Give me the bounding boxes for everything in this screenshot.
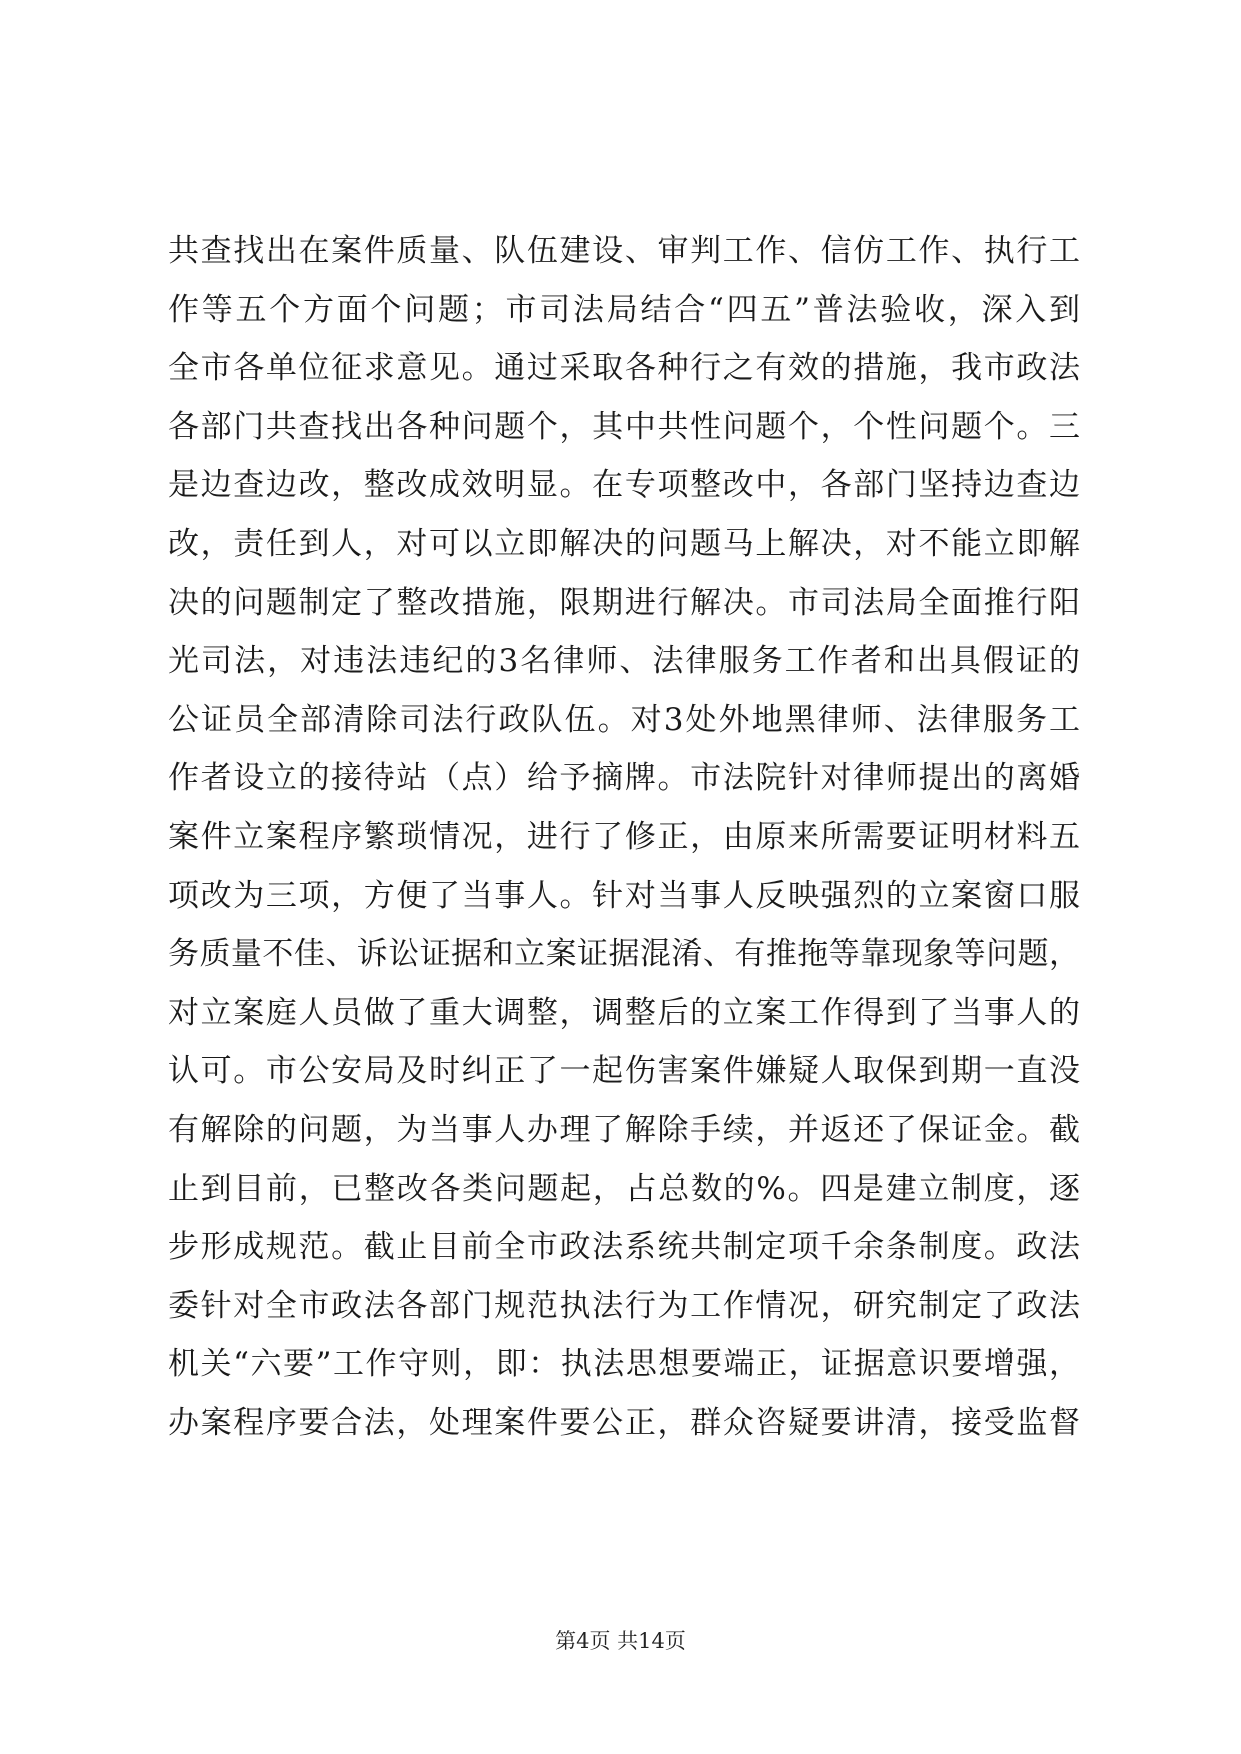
text-line: 公证员全部清除司法行政队伍。对3处外地黑律师、法律服务工 — [168, 701, 1080, 738]
text-line: 作等五个方面个问题；市司法局结合“四五”普法验收，深入到 — [168, 291, 1080, 328]
text-line: 光司法，对违法违纪的3名律师、法律服务工作者和出具假证的 — [168, 643, 1080, 680]
text-line: 务质量不佳、诉讼证据和立案证据混淆、有推拖等靠现象等问题， — [168, 936, 1080, 973]
text-line: 机关“六要”工作守则，即：执法思想要端正，证据意识要增强， — [168, 1346, 1080, 1383]
text-line: 全市各单位征求意见。通过采取各种行之有效的措施，我市政法 — [168, 350, 1080, 387]
text-line: 项改为三项，方便了当事人。针对当事人反映强烈的立案窗口服 — [168, 877, 1080, 914]
text-line: 步形成规范。截止目前全市政法系统共制定项千余条制度。政法 — [168, 1229, 1080, 1266]
text-line: 认可。市公安局及时纠正了一起伤害案件嫌疑人取保到期一直没 — [168, 1053, 1080, 1090]
body-text — [168, 222, 1080, 1452]
text-line: 各部门共查找出各种问题个，其中共性问题个，个性问题个。三 — [168, 408, 1080, 445]
text-line: 是边查边改，整改成效明显。在专项整改中，各部门坚持边查边 — [168, 467, 1080, 504]
text-line: 改，责任到人，对可以立即解决的问题马上解决，对不能立即解 — [168, 525, 1080, 562]
text-line: 对立案庭人员做了重大调整，调整后的立案工作得到了当事人的 — [168, 994, 1080, 1031]
text-line: 止到目前，已整改各类问题起，占总数的%。四是建立制度，逐 — [168, 1170, 1081, 1207]
text-line: 共查找出在案件质量、队伍建设、审判工作、信仿工作、执行工 — [168, 233, 1080, 269]
text-line: 有解除的问题，为当事人办理了解除手续，并返还了保证金。截 — [168, 1111, 1080, 1148]
text-line: 案件立案程序繁琐情况，进行了修正，由原来所需要证明材料五 — [168, 818, 1080, 855]
text-line: 委针对全市政法各部门规范执法行为工作情况，研究制定了政法 — [168, 1287, 1080, 1324]
text-line: 作者设立的接待站（点）给予摘牌。市法院针对律师提出的离婚 — [168, 760, 1080, 797]
text-line: 办案程序要合法，处理案件要公正，群众咨疑要讲清，接受监督 — [168, 1404, 1080, 1441]
page-footer: 第4页 共14页 — [555, 1629, 686, 1653]
text-line: 决的问题制定了整改措施，限期进行解决。市司法局全面推行阳 — [168, 584, 1080, 621]
